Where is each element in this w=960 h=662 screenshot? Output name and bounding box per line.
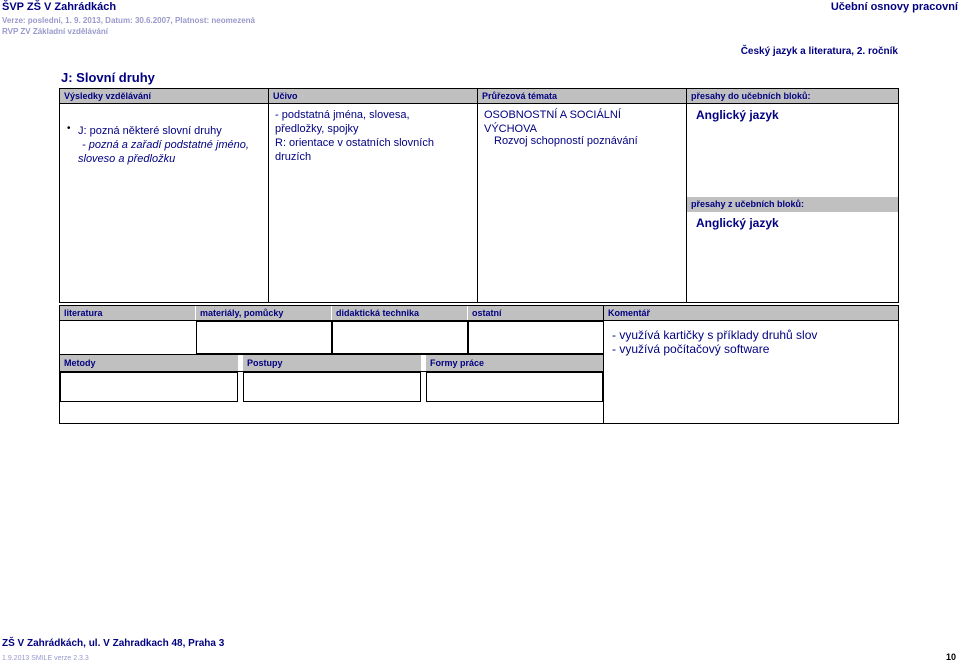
- column-header-komentar: Komentář: [604, 306, 898, 320]
- column-header-themes: Průřezová témata: [478, 89, 686, 103]
- content-line: R: orientace v ostatních slovních: [275, 137, 434, 149]
- materialy-cell: [196, 321, 332, 354]
- content-line: druzích: [275, 151, 312, 163]
- header-divider: [59, 103, 899, 104]
- comment-divider: [603, 305, 604, 424]
- column-header-technika: didaktická technika: [332, 306, 467, 320]
- column-divider: [268, 88, 269, 303]
- links-to-value: Anglický jazyk: [696, 108, 779, 122]
- column-header-literatura: literatura: [60, 306, 195, 320]
- page-number: 10: [945, 652, 956, 662]
- comment-line: - využívá počítačový software: [612, 342, 770, 356]
- outcome-line: - pozná a zařadí podstatné jméno,: [82, 139, 249, 151]
- version-info: Verze: poslední, 1. 9. 2013, Datum: 30.6.2007, Platnost: neomezená: [2, 16, 255, 25]
- column-header-links-to: přesahy do učebních bloků:: [687, 89, 898, 103]
- content-line: - podstatná jména, slovesa,: [275, 109, 410, 121]
- column-header-ostatni: ostatní: [468, 306, 603, 320]
- links-from-value: Anglický jazyk: [696, 216, 779, 230]
- column-header-content: Učivo: [269, 89, 477, 103]
- formy-cell: [426, 372, 603, 402]
- program-info: RVP ZV Základní vzdělávání: [2, 27, 108, 36]
- theme-line: OSOBNOSTNÍ A SOCIÁLNÍ: [484, 109, 621, 121]
- document-type: Učební osnovy pracovní: [830, 1, 958, 13]
- column-divider: [477, 88, 478, 303]
- footer-version: 1.9.2013 SMILE verze 2.3.3: [2, 655, 89, 662]
- theme-line: Rozvoj schopností poznávání: [494, 135, 638, 147]
- outcome-line: J: pozná některé slovní druhy: [78, 125, 222, 137]
- comment-line: - využívá kartičky s příklady druhů slov: [612, 328, 818, 342]
- column-divider: [686, 88, 687, 303]
- column-header-formy: Formy práce: [426, 355, 603, 371]
- column-header-metody: Metody: [60, 355, 238, 371]
- postupy-cell: [243, 372, 421, 402]
- outcome-line: sloveso a předložku: [78, 153, 176, 165]
- content-line: předložky, spojky: [275, 123, 359, 135]
- metody-cell: [60, 372, 238, 402]
- technika-cell: [332, 321, 468, 354]
- page-heading: J: Slovní druhy: [61, 70, 155, 85]
- column-header-postupy: Postupy: [243, 355, 421, 371]
- theme-line: VÝCHOVA: [484, 123, 537, 135]
- ostatni-cell: [468, 321, 604, 354]
- column-header-materialy: materiály, pomůcky: [196, 306, 331, 320]
- school-name: ŠVP ZŠ V Zahrádkách: [2, 1, 117, 13]
- subject-title: Český jazyk a literatura, 2. ročník: [740, 46, 898, 57]
- links-from-header: přesahy z učebních bloků:: [687, 197, 898, 212]
- footer-address: ZŠ V Zahrádkách, ul. V Zahradkach 48, Praha 3: [2, 638, 225, 649]
- column-header-outcomes: Výsledky vzdělávání: [60, 89, 268, 103]
- bullet-icon: •: [67, 123, 71, 134]
